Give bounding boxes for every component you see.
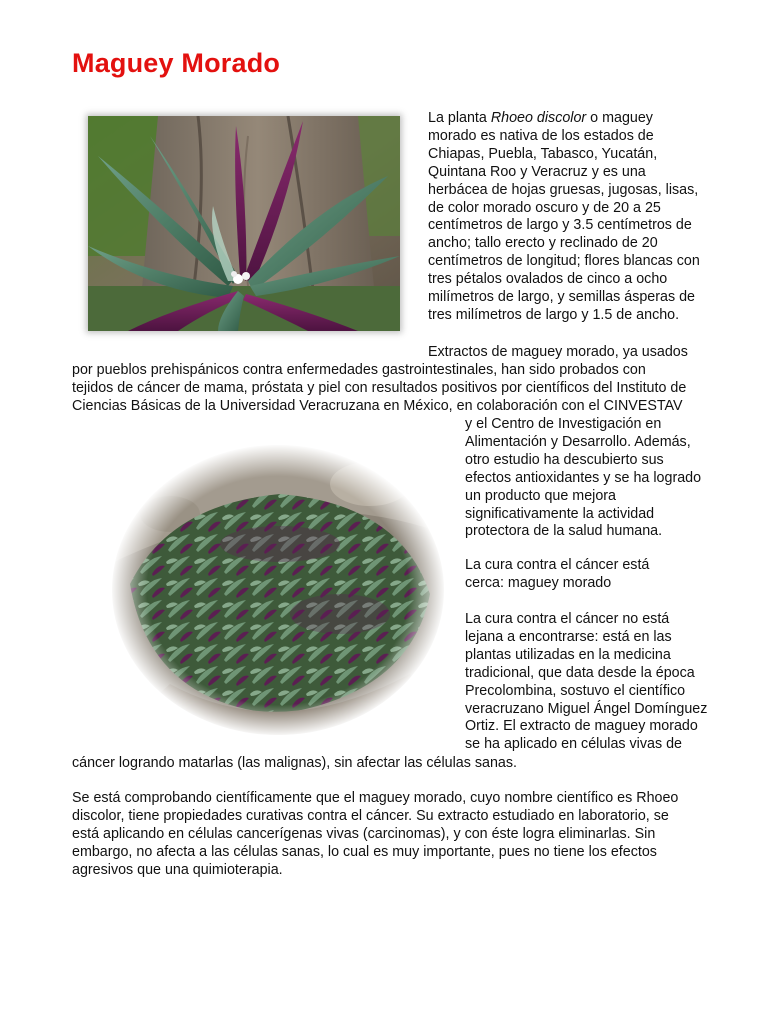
cure-paragraph-wide: cáncer logrando matarlas (las malignas), sin afectar las células sanas. xyxy=(72,755,517,771)
cure-paragraph-narrow: La cura contra el cáncer no está lejana a encontrarse: está en las plantas utilizadas en la medicina tradicional, que data desde la época Precolombina, sostuvo el científico veracruzano Miguel Ángel Domínguez Ortiz. El extracto de maguey morado se ha aplicado en células vivas de xyxy=(465,611,708,753)
maguey-plant-photo xyxy=(88,116,400,331)
intro-paragraph: La planta Rhoeo discolor o maguey morado es nativa de los estados de Chiapas, Puebla, Tabasco, Yucatán, Quintana Roo y Veracruz y es una herbácea de hojas gruesas, jugosas, lisas, de color morado oscuro y de 20 a 25 centímetros de largo y 3.5 centímetros de ancho; tallo erecto y reclinado de 20 centímetros de longitud; flores blancas con tres pétalos ovalados de cinco a ocho milímetros de largo, y semillas ásperas de tres milímetros de largo y 1.5 de ancho. xyxy=(428,110,700,323)
species-name: Rhoeo discolor xyxy=(490,110,587,126)
section-heading: La cura contra el cáncer está cerca: maguey morado xyxy=(465,557,650,591)
maguey-groundcover-photo xyxy=(110,444,446,737)
extracts-paragraph-narrow: y el Centro de Investigación en Alimentación y Desarrollo. Además, otro estudio ha descubierto sus efectos antioxidantes y se ha logrado un producto que mejora significativamente la actividad protectora de la salud humana. xyxy=(465,416,702,540)
scientific-paragraph: Se está comprobando científicamente que el maguey morado, cuyo nombre científico es Rhoeo discolor, tiene propiedades curativas contra el cáncer. Su extracto estudiado en laboratorio, se está aplicando en células cancerígenas vivas (carcinomas), y con éste logra eliminarlas. Sin embargo, no afecta a las células sanas, lo cual es muy importante, pues no tiene los efectos agresivos que una quimioterapia. xyxy=(72,790,679,878)
extracts-paragraph-wide: por pueblos prehispánicos contra enfermedades gastrointestinales, han sido probados con tejidos de cáncer de mama, próstata y piel con resultados positivos por científicos del Instituto de Ciencias Básicas de la Universidad Veracruzana en México, en colaboración con el CINVESTAV xyxy=(72,362,687,414)
page-title: Maguey Morado xyxy=(72,48,281,78)
extracts-paragraph-first-line: Extractos de maguey morado, ya usados xyxy=(428,344,688,360)
